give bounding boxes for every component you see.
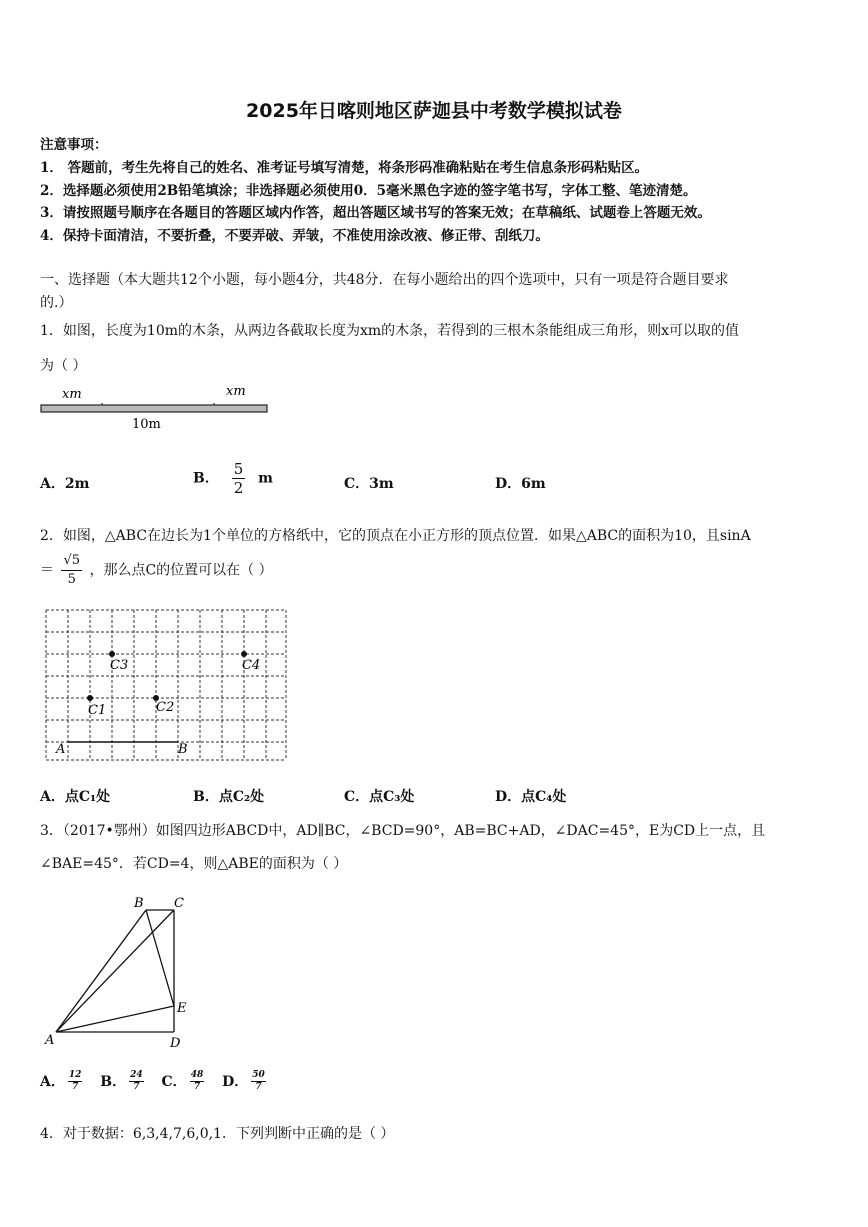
q1-text-line1: 1．如图，长度为10m的木条，从两边各截取长度为xm的木条，若得到的三根木条能组成三角形，则x可以取的值 [40,323,740,339]
segment-ac [56,910,174,1032]
q3-option-b-label: B． [100,1073,127,1090]
label-c1: C1 [88,703,107,718]
q3-option-c-label: C． [161,1073,187,1090]
fraction-numerator: √5 [61,552,82,571]
fraction-denominator: 7 [133,1082,140,1092]
label-b: B [134,896,144,911]
q2-text-rest: ，那么点C的位置可以在（ ） [89,562,273,579]
q3-option-a-fraction [68,1070,83,1093]
page-title: 2025年日喀则地区萨迦县中考数学模拟试卷 [246,100,622,122]
notice-item-3: 3．请按照题号顺序在各题目的答题区域内作答，超出答题区域书写的答案无效；在草稿纸、试题卷上答题无效。 [40,205,711,221]
q3-option-c[interactable] [161,1070,208,1092]
fraction-numerator: 48 [190,1070,204,1080]
q3-option-d[interactable] [222,1070,269,1092]
label-xm-left: xm [62,387,82,402]
fraction-numerator: 5 [233,460,244,478]
label-d: D [170,1036,181,1051]
label-xm-right: xm [226,384,246,399]
notice-heading: 注意事项： [40,137,108,153]
fraction-denominator: 5 [67,572,76,587]
point-c4 [241,651,247,657]
segment-ae [56,1006,174,1032]
q1-option-c[interactable]: C．3m [344,476,394,492]
q1-option-d[interactable]: D．6m [495,476,546,492]
q2-option-c[interactable]: C．点C₃处 [344,789,415,805]
q2-sin-fraction [61,552,82,589]
label-c2: C2 [156,700,175,715]
grid-lines [46,610,286,760]
notice-item-2: 2．选择题必须使用2B铅笔填涂；非选择题必须使用0．5毫米黑色字迹的签字笔书写，字体工整、笔迹清楚。 [40,183,697,199]
section-heading-line2: 的.） [40,295,73,311]
q2-option-d[interactable]: D．点C₄处 [495,789,567,805]
point-c1 [87,695,93,701]
wood-stick [41,405,267,412]
q1-option-b-label: B． [193,470,219,487]
q1-option-b-fraction [232,460,246,497]
label-c: C [174,896,184,911]
label-b: B [178,742,188,757]
q3-option-b-fraction [129,1070,144,1093]
q3-option-c-fraction [190,1070,205,1093]
label-e: E [177,1001,187,1016]
q2-option-b[interactable]: B．点C₂处 [193,789,265,805]
label-c3: C3 [110,658,129,673]
q3-option-a[interactable] [40,1070,85,1092]
q4-text-line1: 4．对于数据：6,3,4,7,6,0,1．下列判断中正确的是（ ） [40,1126,395,1142]
point-c3 [109,651,115,657]
q3-quadrilateral-figure [40,890,200,1052]
label-c4: C4 [242,658,261,673]
label-a: A [56,742,66,757]
q3-options [40,1070,269,1093]
q1-option-a[interactable]: A．2m [40,476,90,492]
q1-text-line2: 为（ ） [40,358,87,374]
q3-option-d-label: D． [222,1073,249,1090]
q1-option-b-unit: m [258,470,273,487]
notice-item-1: 1． 答题前，考生先将自己的姓名、准考证号填写清楚，将条形码准确粘贴在考生信息条形码粘贴区。 [40,160,649,176]
fraction-denominator: 7 [193,1082,201,1092]
notice-item-4: 4．保持卡面清洁，不要折叠，不要弄破、弄皱，不准使用涂改液、修正带、刮纸刀。 [40,228,549,244]
fraction-numerator: 12 [68,1070,82,1080]
q2-text-line2 [40,552,273,589]
label-a: A [45,1033,55,1048]
q3-option-a-label: A． [40,1073,65,1090]
q3-option-b[interactable] [100,1070,146,1092]
q1-figure-stick [36,380,276,432]
fraction-denominator: 2 [233,479,244,497]
q3-text-line1: 3．（2017•鄂州）如图四边形ABCD中，AD∥BC，∠BCD=90°，AB=BC+AD，∠DAC=45°，E为CD上一点，且 [40,823,766,839]
fraction-denominator: 7 [72,1082,79,1092]
q2-option-a[interactable]: A．点C₁处 [40,789,111,805]
fraction-numerator: 50 [252,1070,265,1080]
fraction-denominator: 7 [255,1082,262,1092]
q3-option-d-fraction [251,1070,266,1093]
q3-text-line2: ∠BAE=45°．若CD=4，则△ABE的面积为（ ） [40,856,348,872]
label-10m: 10m [132,417,161,432]
q2-text-line1: 2．如图，△ABC在边长为1个单位的方格纸中，它的顶点在小正方形的顶点位置．如果△ABC的面积为10，且sinA [40,528,751,544]
segment-ab [56,910,146,1032]
q2-grid-figure [40,604,292,766]
fraction-numerator: 24 [130,1070,143,1080]
q1-option-b[interactable] [193,460,273,497]
q2-equals: ＝ [40,562,54,579]
section-heading-line1: 一、选择题（本大题共12个小题，每小题4分，共48分．在每小题给出的四个选项中，只有一项是符合题目要求 [40,272,729,288]
